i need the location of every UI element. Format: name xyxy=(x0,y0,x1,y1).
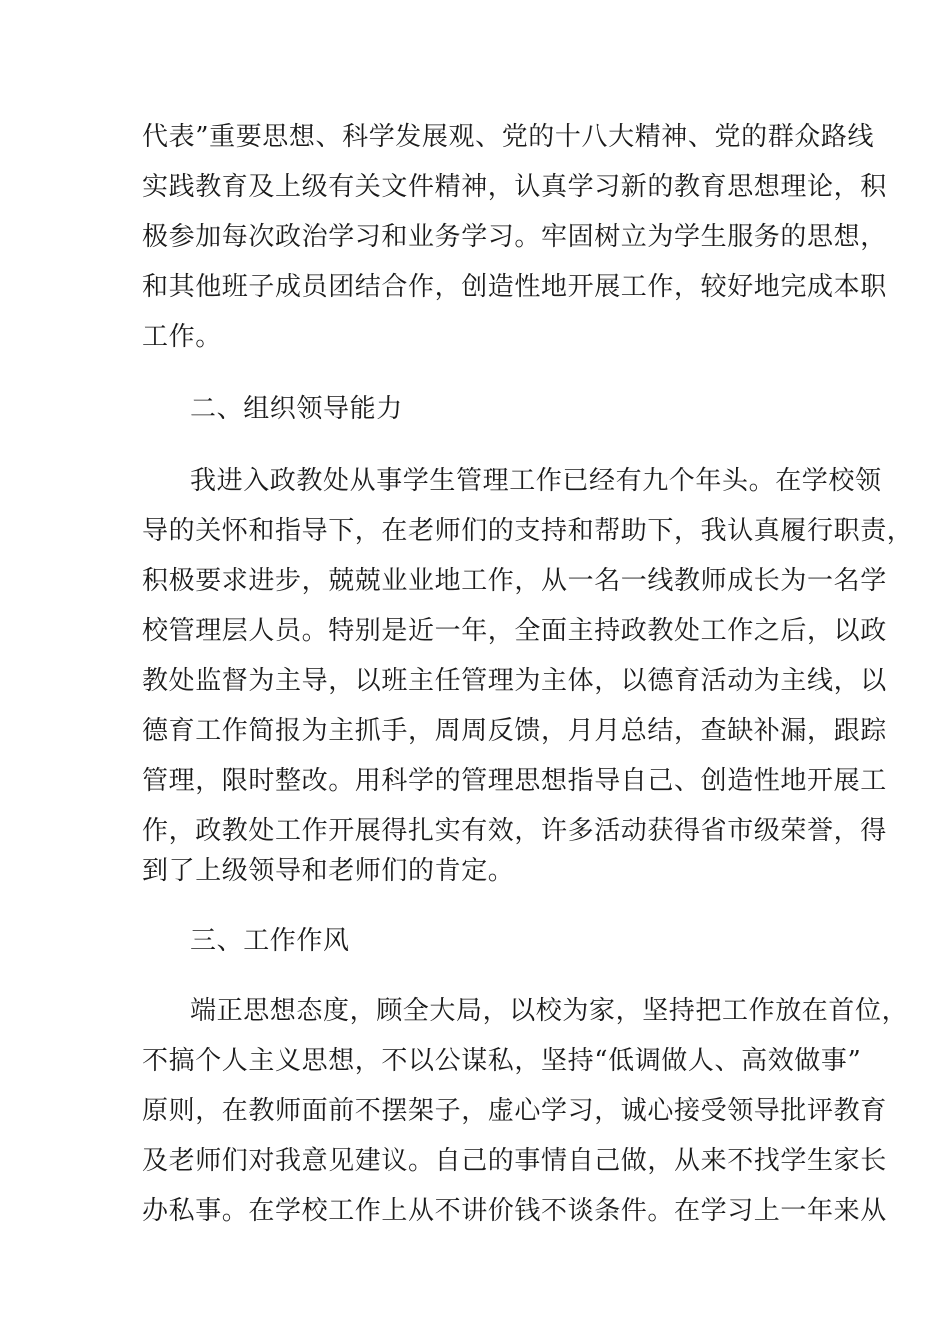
paragraph-1-line-5: 工作。 xyxy=(142,322,222,352)
section-heading-3: 三、工作作风 xyxy=(190,926,350,956)
paragraph-2-line-7: 管理，限时整改。用科学的管理思想指导自己、创造性地开展工 xyxy=(142,766,887,796)
paragraph-3-line-2: 不搞个人主义思想，不以公谋私，坚持“低调做人、高效做事” xyxy=(142,1046,862,1076)
paragraph-2-line-5: 教处监督为主导，以班主任管理为主体，以德育活动为主线，以 xyxy=(142,666,887,696)
paragraph-2-line-4: 校管理层人员。特别是近一年，全面主持政教处工作之后，以政 xyxy=(142,616,887,646)
paragraph-2-line-2: 导的关怀和指导下，在老师们的支持和帮助下，我认真履行职责， xyxy=(142,516,914,546)
section-heading-2: 二、组织领导能力 xyxy=(190,394,403,424)
paragraph-2-line-8: 作，政教处工作开展得扎实有效，许多活动获得省市级荣誉，得 xyxy=(142,816,887,846)
paragraph-3-line-4: 及老师们对我意见建议。自己的事情自己做，从来不找学生家长 xyxy=(142,1146,887,1176)
paragraph-3-line-1: 端正思想态度，顾全大局，以校为家，坚持把工作放在首位， xyxy=(190,996,909,1026)
paragraph-3-line-5: 办私事。在学校工作上从不讲价钱不谈条件。在学习上一年来从 xyxy=(142,1196,887,1226)
paragraph-1-line-1: 代表”重要思想、科学发展观、党的十八大精神、党的群众路线 xyxy=(142,122,875,152)
paragraph-3-line-3: 原则，在教师面前不摆架子，虚心学习，诚心接受领导批评教育 xyxy=(142,1096,887,1126)
paragraph-2-line-9: 到了上级领导和老师们的肯定。 xyxy=(142,856,515,886)
paragraph-2-line-3: 积极要求进步，兢兢业业地工作，从一名一线教师成长为一名学 xyxy=(142,566,887,596)
paragraph-1-line-3: 极参加每次政治学习和业务学习。牢固树立为学生服务的思想， xyxy=(142,222,887,252)
paragraph-1-line-4: 和其他班子成员团结合作，创造性地开展工作，较好地完成本职 xyxy=(142,272,887,302)
paragraph-2-line-6: 德育工作简报为主抓手，周周反馈，月月总结，查缺补漏，跟踪 xyxy=(142,716,887,746)
paragraph-1-line-2: 实践教育及上级有关文件精神，认真学习新的教育思想理论，积 xyxy=(142,172,887,202)
paragraph-2-line-1: 我进入政教处从事学生管理工作已经有九个年头。在学校领 xyxy=(190,466,882,496)
